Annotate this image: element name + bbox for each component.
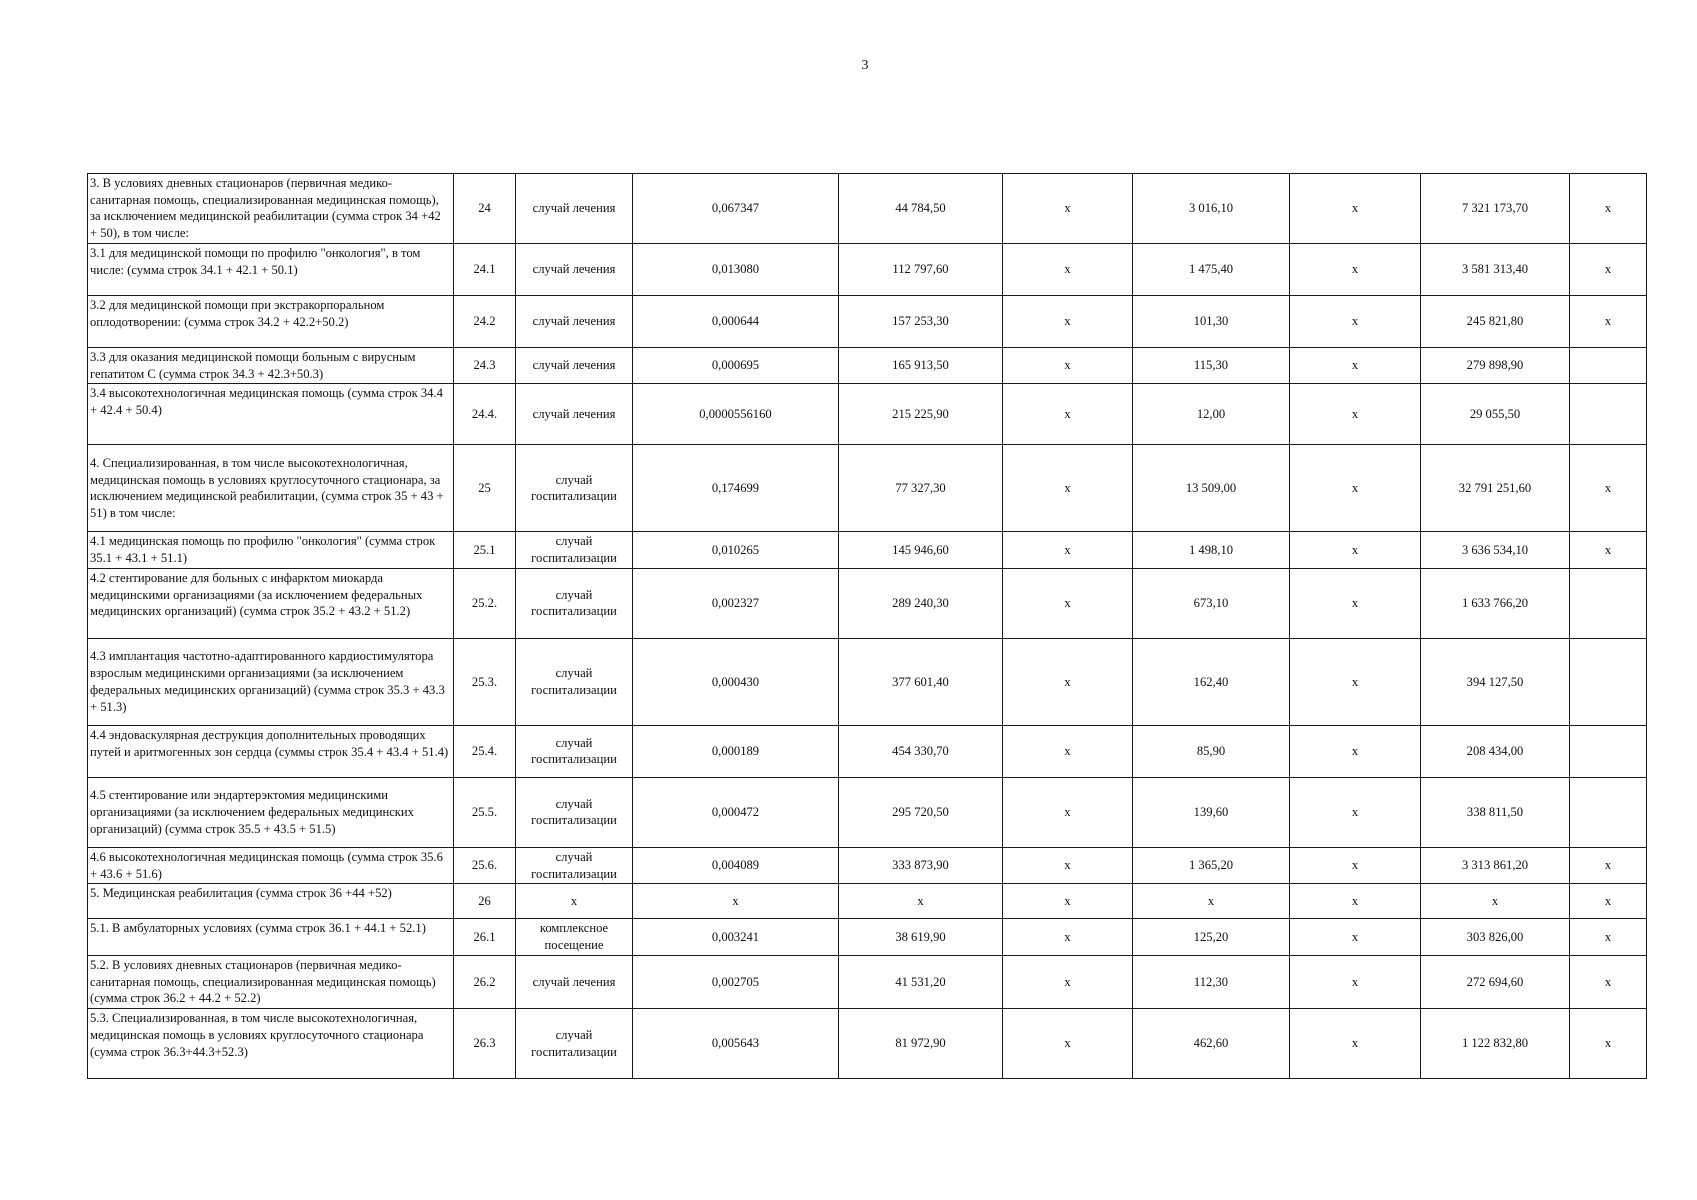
table-row: [88, 296, 1647, 348]
norm-cell: 0,000644: [633, 296, 839, 348]
value-cell: 3 313 861,20: [1421, 847, 1570, 883]
row-description: 5.2. В условиях дневных стационаров (первичная медико-санитарная помощь, специализированная медицинская помощь) (сумма строк 36.2 + 44.2 + 52.2): [88, 955, 454, 1008]
row-description: 5.3. Специализированная, в том числе высокотехнологичная, медицинская помощь в условиях круглосуточного стационара (сумма строк 36.3+44.3+52.3): [88, 1009, 454, 1079]
unit-cell: случай лечения: [516, 384, 633, 445]
row-description: 4.3 имплантация частотно-адаптированного кардиостимулятора взрослым медицинскими организациями (за исключением федеральных медицинских организаций) (сумма строк 35.3 + 43.3 + 51.3): [88, 638, 454, 725]
row-description: 3.1 для медицинской помощи по профилю "онкология", в том числе: (сумма строк 34.1 + 42.1 + 50.1): [88, 244, 454, 296]
value-cell: х: [1003, 296, 1133, 348]
row-number: 25.4.: [454, 725, 516, 777]
value-cell: х: [1290, 919, 1421, 955]
row-number: 24.2: [454, 296, 516, 348]
table-row: [88, 174, 1647, 244]
norm-cell: 0,005643: [633, 1009, 839, 1079]
norm-cell: 0,067347: [633, 174, 839, 244]
table-row: [88, 244, 1647, 296]
unit-cell: комплексное посещение: [516, 919, 633, 955]
value-cell: х: [1003, 777, 1133, 847]
cost-cell: 165 913,50: [839, 348, 1003, 384]
value-cell: х: [1290, 884, 1421, 919]
value-cell: 112,30: [1133, 955, 1290, 1008]
table-row: [88, 725, 1647, 777]
value-cell: 462,60: [1133, 1009, 1290, 1079]
value-cell: х: [1570, 244, 1647, 296]
table-row: [88, 955, 1647, 1008]
value-cell: 85,90: [1133, 725, 1290, 777]
norm-cell: 0,013080: [633, 244, 839, 296]
value-cell: [1570, 348, 1647, 384]
value-cell: 279 898,90: [1421, 348, 1570, 384]
row-number: 26.3: [454, 1009, 516, 1079]
row-description: 3.4 высокотехнологичная медицинская помощь (сумма строк 34.4 + 42.4 + 50.4): [88, 384, 454, 445]
norm-cell: 0,000430: [633, 638, 839, 725]
table-row: [88, 532, 1647, 568]
table-row: [88, 445, 1647, 532]
unit-cell: случай госпитализации: [516, 638, 633, 725]
value-cell: х: [1290, 532, 1421, 568]
row-number: 25.3.: [454, 638, 516, 725]
table-row: [88, 919, 1647, 955]
value-cell: х: [1003, 955, 1133, 1008]
cost-cell: 157 253,30: [839, 296, 1003, 348]
row-description: 5.1. В амбулаторных условиях (сумма строк 36.1 + 44.1 + 52.1): [88, 919, 454, 955]
row-number: 25.6.: [454, 847, 516, 883]
table-row: [88, 847, 1647, 883]
unit-cell: случай госпитализации: [516, 445, 633, 532]
value-cell: х: [1290, 348, 1421, 384]
value-cell: х: [1290, 568, 1421, 638]
row-number: 24.3: [454, 348, 516, 384]
row-number: 25.5.: [454, 777, 516, 847]
value-cell: 208 434,00: [1421, 725, 1570, 777]
unit-cell: х: [516, 884, 633, 919]
value-cell: 3 581 313,40: [1421, 244, 1570, 296]
value-cell: 7 321 173,70: [1421, 174, 1570, 244]
value-cell: х: [1290, 296, 1421, 348]
unit-cell: случай лечения: [516, 955, 633, 1008]
value-cell: 1 498,10: [1133, 532, 1290, 568]
value-cell: [1570, 725, 1647, 777]
value-cell: 12,00: [1133, 384, 1290, 445]
table-row: [88, 348, 1647, 384]
value-cell: х: [1290, 445, 1421, 532]
norm-cell: х: [633, 884, 839, 919]
value-cell: 338 811,50: [1421, 777, 1570, 847]
value-cell: х: [1570, 955, 1647, 1008]
value-cell: х: [1570, 1009, 1647, 1079]
value-cell: х: [1570, 532, 1647, 568]
unit-cell: случай госпитализации: [516, 725, 633, 777]
cost-cell: 81 972,90: [839, 1009, 1003, 1079]
value-cell: х: [1290, 847, 1421, 883]
value-cell: х: [1290, 174, 1421, 244]
value-cell: 245 821,80: [1421, 296, 1570, 348]
norm-cell: 0,000472: [633, 777, 839, 847]
norm-cell: 0,0000556160: [633, 384, 839, 445]
norm-cell: 0,000695: [633, 348, 839, 384]
value-cell: х: [1003, 384, 1133, 445]
norm-cell: 0,003241: [633, 919, 839, 955]
value-cell: х: [1421, 884, 1570, 919]
value-cell: 3 636 534,10: [1421, 532, 1570, 568]
cost-cell: 41 531,20: [839, 955, 1003, 1008]
table-row: [88, 638, 1647, 725]
value-cell: х: [1003, 1009, 1133, 1079]
value-cell: х: [1003, 568, 1133, 638]
norm-cell: 0,002327: [633, 568, 839, 638]
row-description: 4.1 медицинская помощь по профилю "онкология" (сумма строк 35.1 + 43.1 + 51.1): [88, 532, 454, 568]
table-row: [88, 568, 1647, 638]
unit-cell: случай госпитализации: [516, 568, 633, 638]
row-number: 25: [454, 445, 516, 532]
value-cell: х: [1570, 174, 1647, 244]
value-cell: х: [1290, 955, 1421, 1008]
row-description: 3. В условиях дневных стационаров (первичная медико-санитарная помощь, специализированная медицинская помощь), за исключением медицинской реабилитации (сумма строк 34 +42 + 50), в том числе:: [88, 174, 454, 244]
row-number: 24.4.: [454, 384, 516, 445]
row-description: 3.2 для медицинской помощи при экстракорпоральном оплодотворении: (сумма строк 34.2 + 42.2+50.2): [88, 296, 454, 348]
value-cell: х: [1290, 244, 1421, 296]
norm-cell: 0,010265: [633, 532, 839, 568]
value-cell: х: [1570, 884, 1647, 919]
value-cell: 13 509,00: [1133, 445, 1290, 532]
value-cell: 101,30: [1133, 296, 1290, 348]
value-cell: х: [1570, 296, 1647, 348]
cost-cell: 377 601,40: [839, 638, 1003, 725]
unit-cell: случай госпитализации: [516, 777, 633, 847]
value-cell: х: [1003, 638, 1133, 725]
cost-cell: 44 784,50: [839, 174, 1003, 244]
value-cell: х: [1290, 777, 1421, 847]
value-cell: 29 055,50: [1421, 384, 1570, 445]
unit-cell: случай лечения: [516, 244, 633, 296]
unit-cell: случай госпитализации: [516, 532, 633, 568]
norm-cell: 0,000189: [633, 725, 839, 777]
row-description: 4.6 высокотехнологичная медицинская помощь (сумма строк 35.6 + 43.6 + 51.6): [88, 847, 454, 883]
value-cell: х: [1003, 884, 1133, 919]
value-cell: 673,10: [1133, 568, 1290, 638]
value-cell: 1 475,40: [1133, 244, 1290, 296]
cost-cell: 38 619,90: [839, 919, 1003, 955]
cost-cell: 333 873,90: [839, 847, 1003, 883]
row-number: 24.1: [454, 244, 516, 296]
cost-cell: 454 330,70: [839, 725, 1003, 777]
cost-cell: 215 225,90: [839, 384, 1003, 445]
row-description: 3.3 для оказания медицинской помощи больным с вирусным гепатитом С (сумма строк 34.3 + 42.3+50.3): [88, 348, 454, 384]
unit-cell: случай лечения: [516, 174, 633, 244]
row-number: 25.2.: [454, 568, 516, 638]
unit-cell: случай госпитализации: [516, 1009, 633, 1079]
unit-cell: случай госпитализации: [516, 847, 633, 883]
unit-cell: случай лечения: [516, 348, 633, 384]
value-cell: х: [1290, 725, 1421, 777]
page-number: 3: [861, 58, 869, 73]
row-number: 26.1: [454, 919, 516, 955]
value-cell: [1570, 384, 1647, 445]
value-cell: [1570, 638, 1647, 725]
value-cell: х: [1003, 847, 1133, 883]
norm-cell: 0,002705: [633, 955, 839, 1008]
table-row: [88, 384, 1647, 445]
value-cell: 272 694,60: [1421, 955, 1570, 1008]
cost-cell: 145 946,60: [839, 532, 1003, 568]
data-table: [87, 173, 1647, 1079]
value-cell: 1 365,20: [1133, 847, 1290, 883]
value-cell: [1570, 777, 1647, 847]
value-cell: 303 826,00: [1421, 919, 1570, 955]
value-cell: 139,60: [1133, 777, 1290, 847]
norm-cell: 0,174699: [633, 445, 839, 532]
value-cell: 3 016,10: [1133, 174, 1290, 244]
value-cell: 1 122 832,80: [1421, 1009, 1570, 1079]
cost-cell: 77 327,30: [839, 445, 1003, 532]
row-description: 4.2 стентирование для больных с инфарктом миокарда медицинскими организациями (за исключением федеральных медицинских организаций) (сумма строк 35.2 + 43.2 + 51.2): [88, 568, 454, 638]
cost-cell: 289 240,30: [839, 568, 1003, 638]
value-cell: х: [1290, 638, 1421, 725]
value-cell: х: [1003, 919, 1133, 955]
value-cell: 32 791 251,60: [1421, 445, 1570, 532]
value-cell: х: [1570, 445, 1647, 532]
value-cell: 162,40: [1133, 638, 1290, 725]
table-row: [88, 884, 1647, 919]
value-cell: х: [1290, 1009, 1421, 1079]
row-description: 4. Специализированная, в том числе высокотехнологичная, медицинская помощь в условиях круглосуточного стационара, за исключением медицинской реабилитации, (сумма строк 35 + 43 + 51) в том числе:: [88, 445, 454, 532]
table-row: [88, 1009, 1647, 1079]
value-cell: 1 633 766,20: [1421, 568, 1570, 638]
value-cell: [1570, 568, 1647, 638]
value-cell: х: [1003, 244, 1133, 296]
value-cell: х: [1570, 919, 1647, 955]
row-description: 4.4 эндоваскулярная деструкция дополнительных проводящих путей и аритмогенных зон сердца (суммы строк 35.4 + 43.4 + 51.4): [88, 725, 454, 777]
value-cell: 394 127,50: [1421, 638, 1570, 725]
row-number: 26: [454, 884, 516, 919]
cost-cell: х: [839, 884, 1003, 919]
row-number: 24: [454, 174, 516, 244]
row-number: 25.1: [454, 532, 516, 568]
table-row: [88, 777, 1647, 847]
value-cell: х: [1003, 348, 1133, 384]
value-cell: х: [1003, 445, 1133, 532]
norm-cell: 0,004089: [633, 847, 839, 883]
row-description: 4.5 стентирование или эндартерэктомия медицинскими организациями (за исключением федеральных медицинских организаций) (сумма строк 35.5 + 43.5 + 51.5): [88, 777, 454, 847]
value-cell: х: [1570, 847, 1647, 883]
cost-cell: 112 797,60: [839, 244, 1003, 296]
unit-cell: случай лечения: [516, 296, 633, 348]
value-cell: х: [1003, 532, 1133, 568]
row-description: 5. Медицинская реабилитация (сумма строк 36 +44 +52): [88, 884, 454, 919]
row-number: 26.2: [454, 955, 516, 1008]
value-cell: 115,30: [1133, 348, 1290, 384]
value-cell: 125,20: [1133, 919, 1290, 955]
value-cell: х: [1290, 384, 1421, 445]
value-cell: х: [1003, 725, 1133, 777]
value-cell: х: [1133, 884, 1290, 919]
cost-cell: 295 720,50: [839, 777, 1003, 847]
value-cell: х: [1003, 174, 1133, 244]
